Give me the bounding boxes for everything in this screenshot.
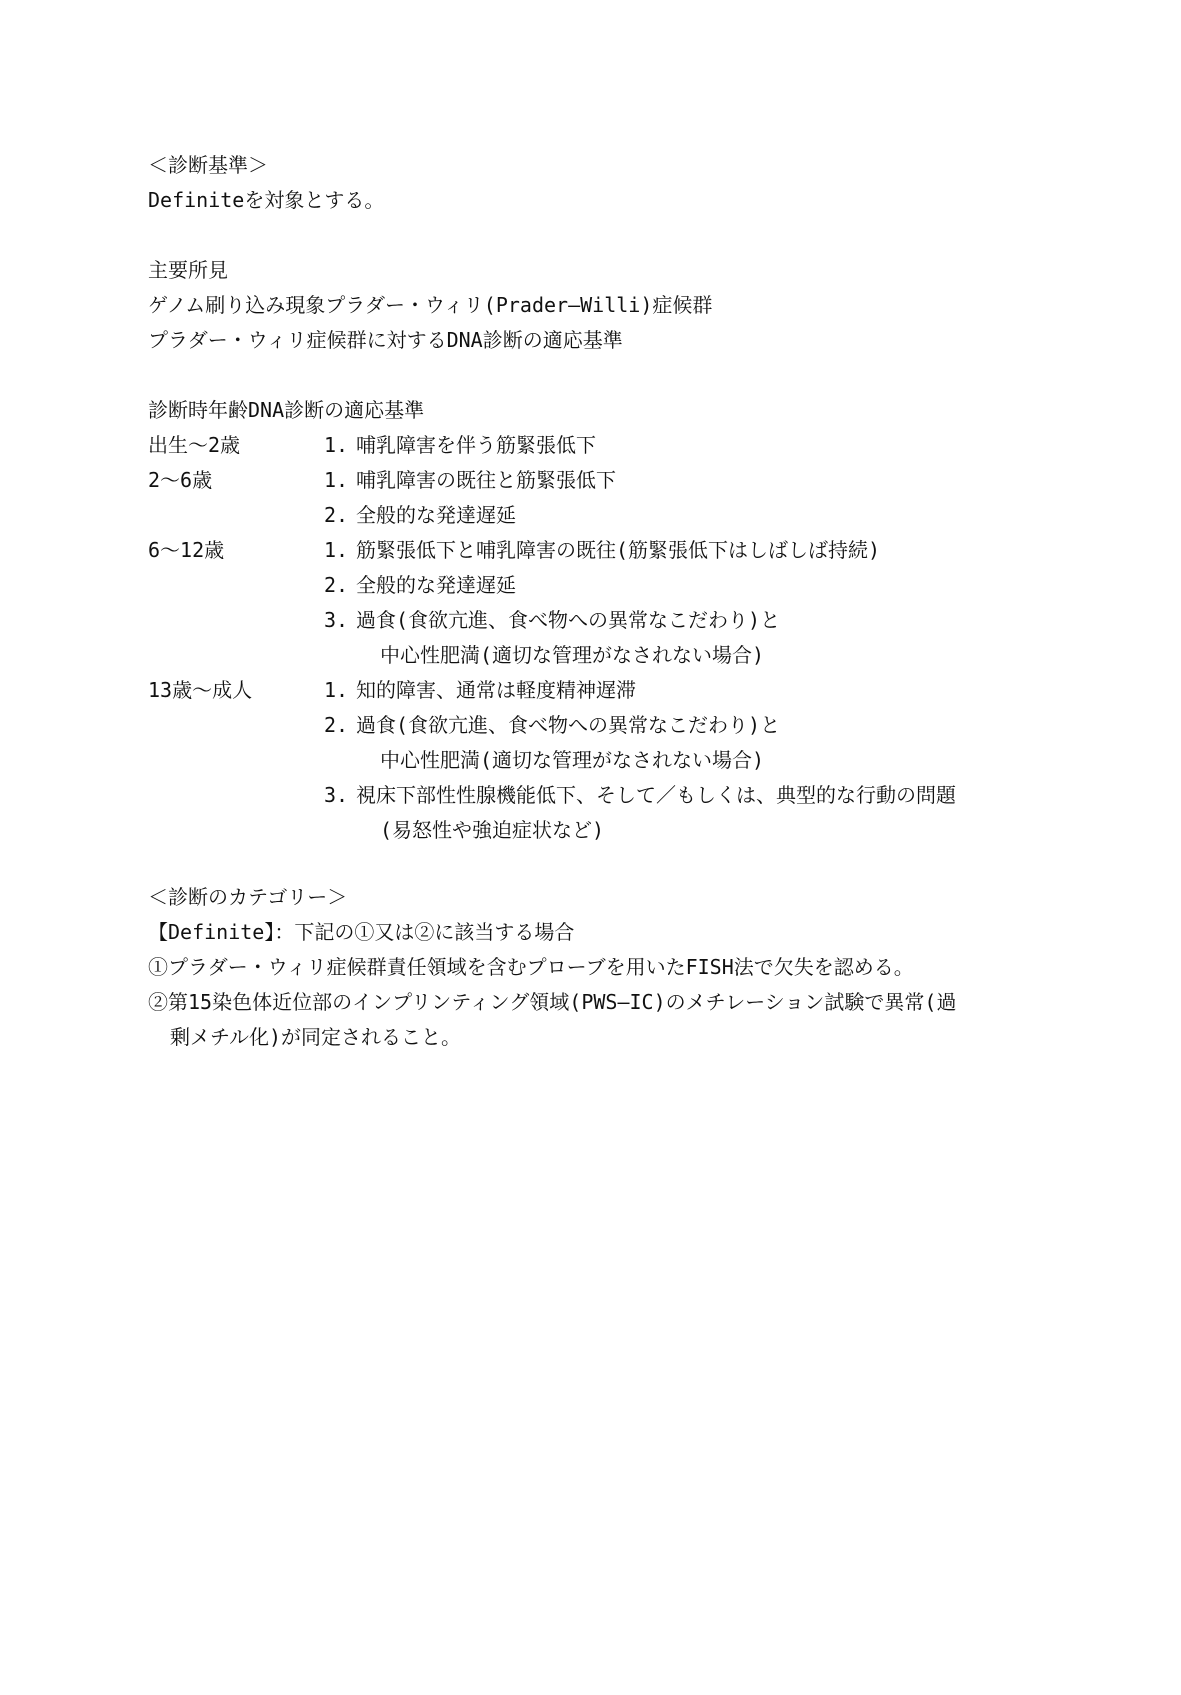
item-number: 1. <box>324 678 349 702</box>
criterion-text: 筋緊張低下と哺乳障害の既往(筋緊張低下はしばしば持続) <box>356 538 881 562</box>
major-findings-heading: 主要所見 <box>148 258 228 282</box>
criterion-text: 視床下部性性腺機能低下、そして／もしくは、典型的な行動の問題 <box>356 783 956 807</box>
dna-criteria-title: プラダー・ウィリ症候群に対するDNA診断の適応基準 <box>148 328 623 352</box>
criterion-item-2-continued: 剰メチル化)が同定されること。 <box>170 1025 462 1049</box>
criterion-text: 哺乳障害の既往と筋緊張低下 <box>356 468 616 492</box>
scope-statement: Definiteを対象とする。 <box>148 188 385 212</box>
criterion-text: 哺乳障害を伴う筋緊張低下 <box>356 433 596 457</box>
age-group: 13歳～成人 <box>148 678 253 702</box>
criterion-item-1: ①プラダー・ウィリ症候群責任領域を含むプローブを用いたFISH法で欠失を認める。 <box>148 955 914 979</box>
criterion-text: 過食(食欲亢進、食べ物への異常なこだわり)と <box>356 608 781 632</box>
diagnostic-criteria-heading: ＜診断基準＞ <box>148 153 268 177</box>
item-number: 1. <box>324 468 349 492</box>
criterion-text: 全般的な発達遅延 <box>356 573 516 597</box>
criterion-text: 知的障害、通常は軽度精神遅滞 <box>356 678 636 702</box>
item-number: 1. <box>324 433 349 457</box>
criteria-table-heading: 診断時年齢DNA診断の適応基準 <box>148 398 425 422</box>
age-group: 出生～2歳 <box>148 433 241 457</box>
criterion-text-continued: 中心性肥満(適切な管理がなされない場合) <box>380 748 765 772</box>
criterion-text-continued: 中心性肥満(適切な管理がなされない場合) <box>380 643 765 667</box>
criterion-text: 過食(食欲亢進、食べ物への異常なこだわり)と <box>356 713 781 737</box>
item-number: 1. <box>324 538 349 562</box>
item-number: 2. <box>324 573 349 597</box>
item-number: 3. <box>324 608 349 632</box>
item-number: 2. <box>324 503 349 527</box>
item-number: 3. <box>324 783 349 807</box>
definite-definition: 【Definite】：下記の①又は②に該当する場合 <box>148 920 575 944</box>
criterion-text: 全般的な発達遅延 <box>356 503 516 527</box>
age-group: 6～12歳 <box>148 538 225 562</box>
age-group: 2～6歳 <box>148 468 213 492</box>
syndrome-title: ゲノム刷り込み現象プラダー・ウィリ(Prader―Willi)症候群 <box>148 293 713 317</box>
criterion-text-continued: (易怒性や強迫症状など) <box>380 818 605 842</box>
criterion-item-2: ②第15染色体近位部のインプリンティング領域(PWS―IC)のメチレーション試験で異常(過 <box>148 990 957 1014</box>
item-number: 2. <box>324 713 349 737</box>
diagnostic-category-heading: ＜診断のカテゴリー＞ <box>148 885 348 909</box>
